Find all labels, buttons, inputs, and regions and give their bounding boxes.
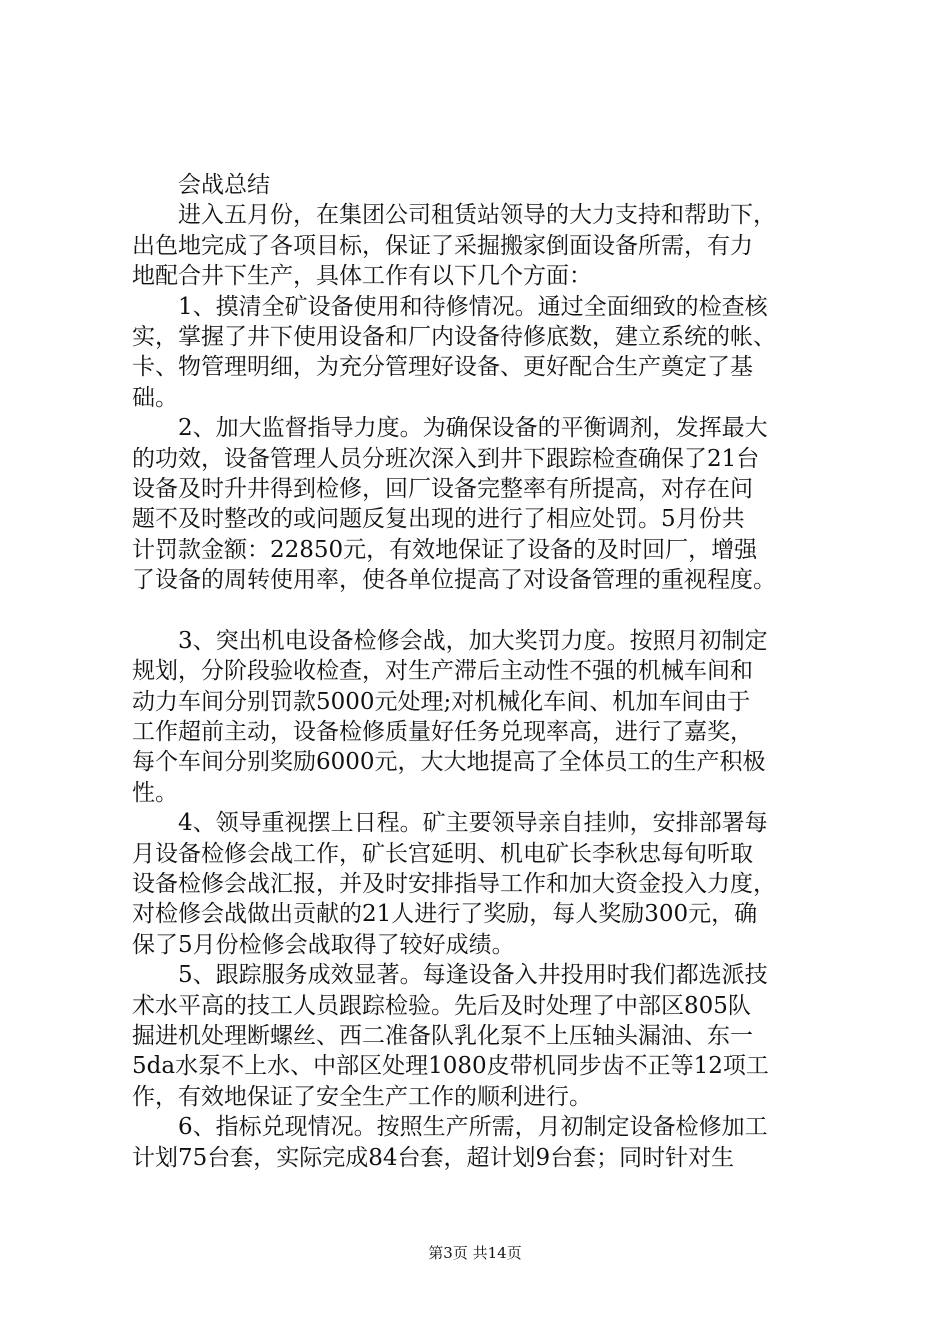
text-line: 掘进机处理断螺丝、西二准备队乳化泵不上压轴头漏油、东一: [132, 1022, 753, 1049]
text-line: 题不及时整改的或问题反复出现的进行了相应处罚。5月份共: [132, 506, 745, 533]
text-line: 1、摸清全矿设备使用和待修情况。通过全面细致的检查核: [132, 293, 768, 320]
text-line: 出色地完成了各项目标，保证了采掘搬家倒面设备所需，有力: [132, 232, 753, 259]
text-line: 5da水泵不上水、中部区处理1080皮带机同步齿不正等12项工: [132, 1053, 769, 1080]
blank-line: [132, 595, 850, 625]
text-line: 5、跟踪服务成效显著。每逢设备入井投用时我们都选派技: [132, 962, 768, 989]
text-line: 月设备检修会战工作，矿长宫延明、机电矿长李秋忠每旬听取: [132, 840, 753, 867]
text-line: 6、指标兑现情况。按照生产所需，月初制定设备检修加工: [132, 1114, 768, 1141]
text-line: 2、加大监督指导力度。为确保设备的平衡调剂，发挥最大: [132, 415, 768, 442]
text-line: 每个车间分别奖励6000元，大大地提高了全体员工的生产积极: [132, 749, 766, 776]
page-footer: 第3页 共14页: [428, 1244, 522, 1262]
text-line: 地配合井下生产，具体工作有以下几个方面：: [132, 263, 592, 290]
text-line: 对检修会战做出贡献的21人进行了奖励，每人奖励300元，确: [132, 901, 758, 928]
text-line: 保了5月份检修会战取得了较好成绩。: [132, 931, 515, 958]
text-line: 的功效，设备管理人员分班次深入到井下跟踪检查确保了21台: [132, 445, 760, 472]
text-line: 实，掌握了井下使用设备和厂内设备待修底数，建立系统的帐、: [132, 323, 776, 350]
text-line: 规划，分阶段验收检查，对生产滞后主动性不强的机械车间和: [132, 658, 753, 685]
text-line: 4、领导重视摆上日程。矿主要领导亲自挂帅，安排部署每: [132, 810, 768, 837]
text-line: 3、突出机电设备检修会战，加大奖罚力度。按照月初制定: [132, 627, 768, 654]
text-line: 术水平高的技工人员跟踪检验。先后及时处理了中部区805队: [132, 992, 751, 1019]
text-line: 计罚款金额：22850元，有效地保证了设备的及时回厂，增强: [132, 536, 758, 563]
text-line: 设备检修会战汇报，并及时安排指导工作和加大资金投入力度，: [132, 870, 776, 897]
text-line: 础。: [132, 384, 178, 411]
text-line: 计划75台套，实际完成84台套，超计划9台套；同时针对生: [132, 1144, 735, 1171]
text-line: 动力车间分别罚款5000元处理;对机械化车间、机加车间由于: [132, 688, 751, 715]
text-line: 作，有效地保证了安全生产工作的顺利进行。: [132, 1083, 592, 1110]
text-line: 工作超前主动，设备检修质量好任务兑现率高，进行了嘉奖，: [132, 719, 753, 746]
text-line: 设备及时升井得到检修，回厂设备完整率有所提高，对存在问: [132, 475, 753, 502]
text-line: 卡、物管理明细，为充分管理好设备、更好配合生产奠定了基: [132, 354, 753, 381]
document-body: [132, 170, 850, 1173]
text-line: 进入五月份，在集团公司租赁站领导的大力支持和帮助下，: [132, 202, 776, 229]
text-line: 了设备的周转使用率，使各单位提高了对设备管理的重视程度。: [132, 567, 776, 594]
text-line: 会战总结: [132, 172, 270, 198]
text-line: 性。: [132, 779, 178, 806]
